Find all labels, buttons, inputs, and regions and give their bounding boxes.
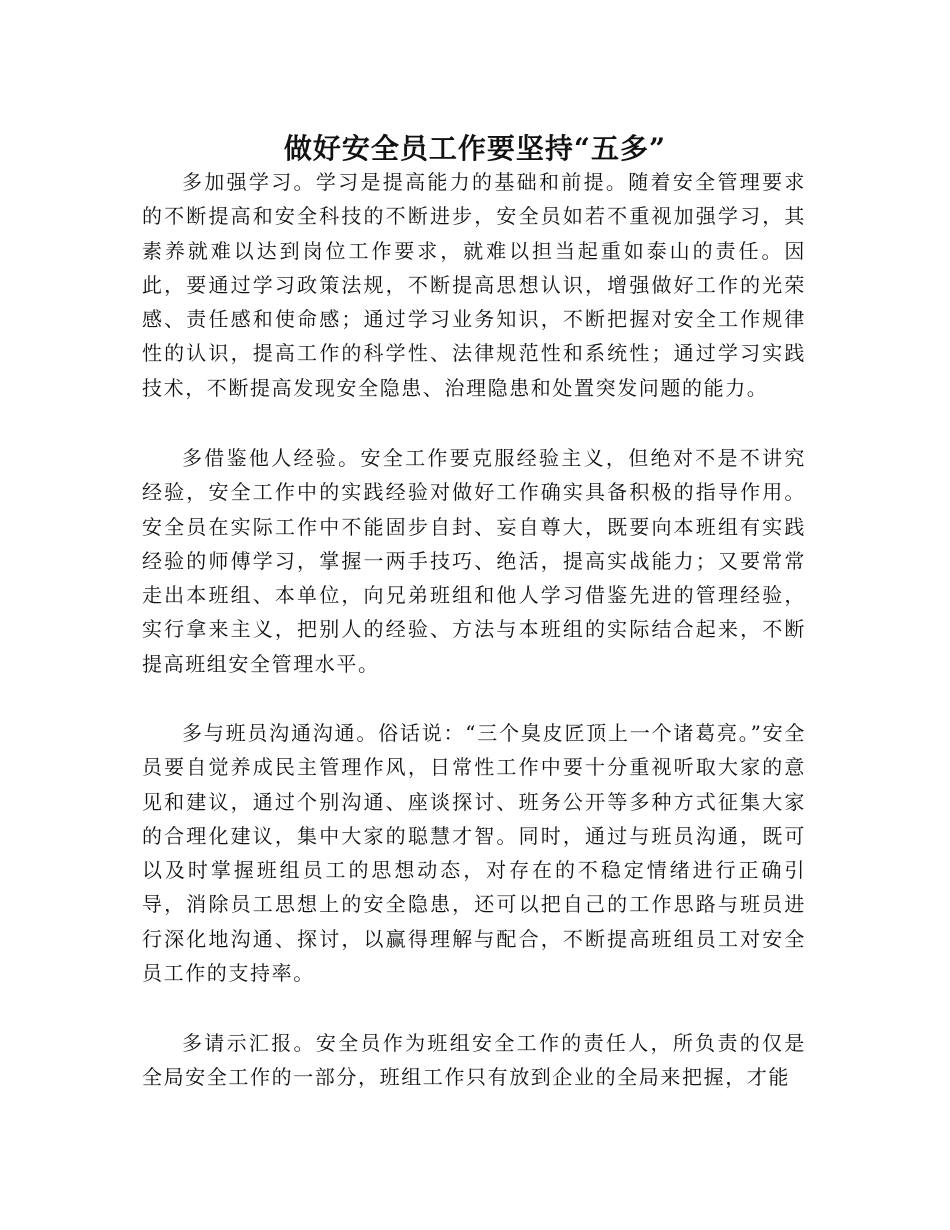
paragraph-study: 多加强学习。学习是提高能力的基础和前提。随着安全管理要求的不断提高和安全科技的不断进步，安全员如若不重视加强学习，其素养就难以达到岗位工作要求，就难以担当起重如泰山的责任。因此，要通过学习政策法规，不断提高思想认识，增强做好工作的光荣感、责任感和使命感；通过学习业务知识，不断把握对安全工作规律性的认识，提高工作的科学性、法律规范性和系统性；通过学习实践技术，不断提高发现安全隐患、治理隐患和处置突发问题的能力。 xyxy=(142,170,806,400)
paragraph-experience: 多借鉴他人经验。安全工作要克服经验主义，但绝对不是不讲究经验，安全工作中的实践经验对做好工作确实具备积极的指导作用。安全员在实际工作中不能固步自封、妄自尊大，既要向本班组有实践经验的师傅学习，掌握一两手技巧、绝活，提高实战能力；又要常常走出本班组、本单位，向兄弟班组和他人学习借鉴先进的管理经验，实行拿来主义，把别人的经验、方法与本班组的实际结合起来，不断提高班组安全管理水平。 xyxy=(142,446,806,676)
paragraph-communication: 多与班员沟通沟通。俗话说：“三个臭皮匠顶上一个诸葛亮。”安全员要自觉养成民主管理作风，日常性工作中要十分重视听取大家的意见和建议，通过个别沟通、座谈探讨、班务公开等多种方式征集大家的合理化建议，集中大家的聪慧才智。同时，通过与班员沟通，既可以及时掌握班组员工的思想动态，对存在的不稳定情绪进行正确引导，消除员工思想上的安全隐患，还可以把自己的工作思路与班员进行深化地沟通、探讨，以赢得理解与配合，不断提高班组员工对安全员工作的支持率。 xyxy=(142,721,806,986)
document-title: 做好安全员工作要坚持“五多” xyxy=(283,131,667,165)
paragraph-report: 多请示汇报。安全员作为班组安全工作的责任人，所负责的仅是全局安全工作的一部分，班组工作只有放到企业的全局来把握，才能 xyxy=(142,1031,806,1090)
